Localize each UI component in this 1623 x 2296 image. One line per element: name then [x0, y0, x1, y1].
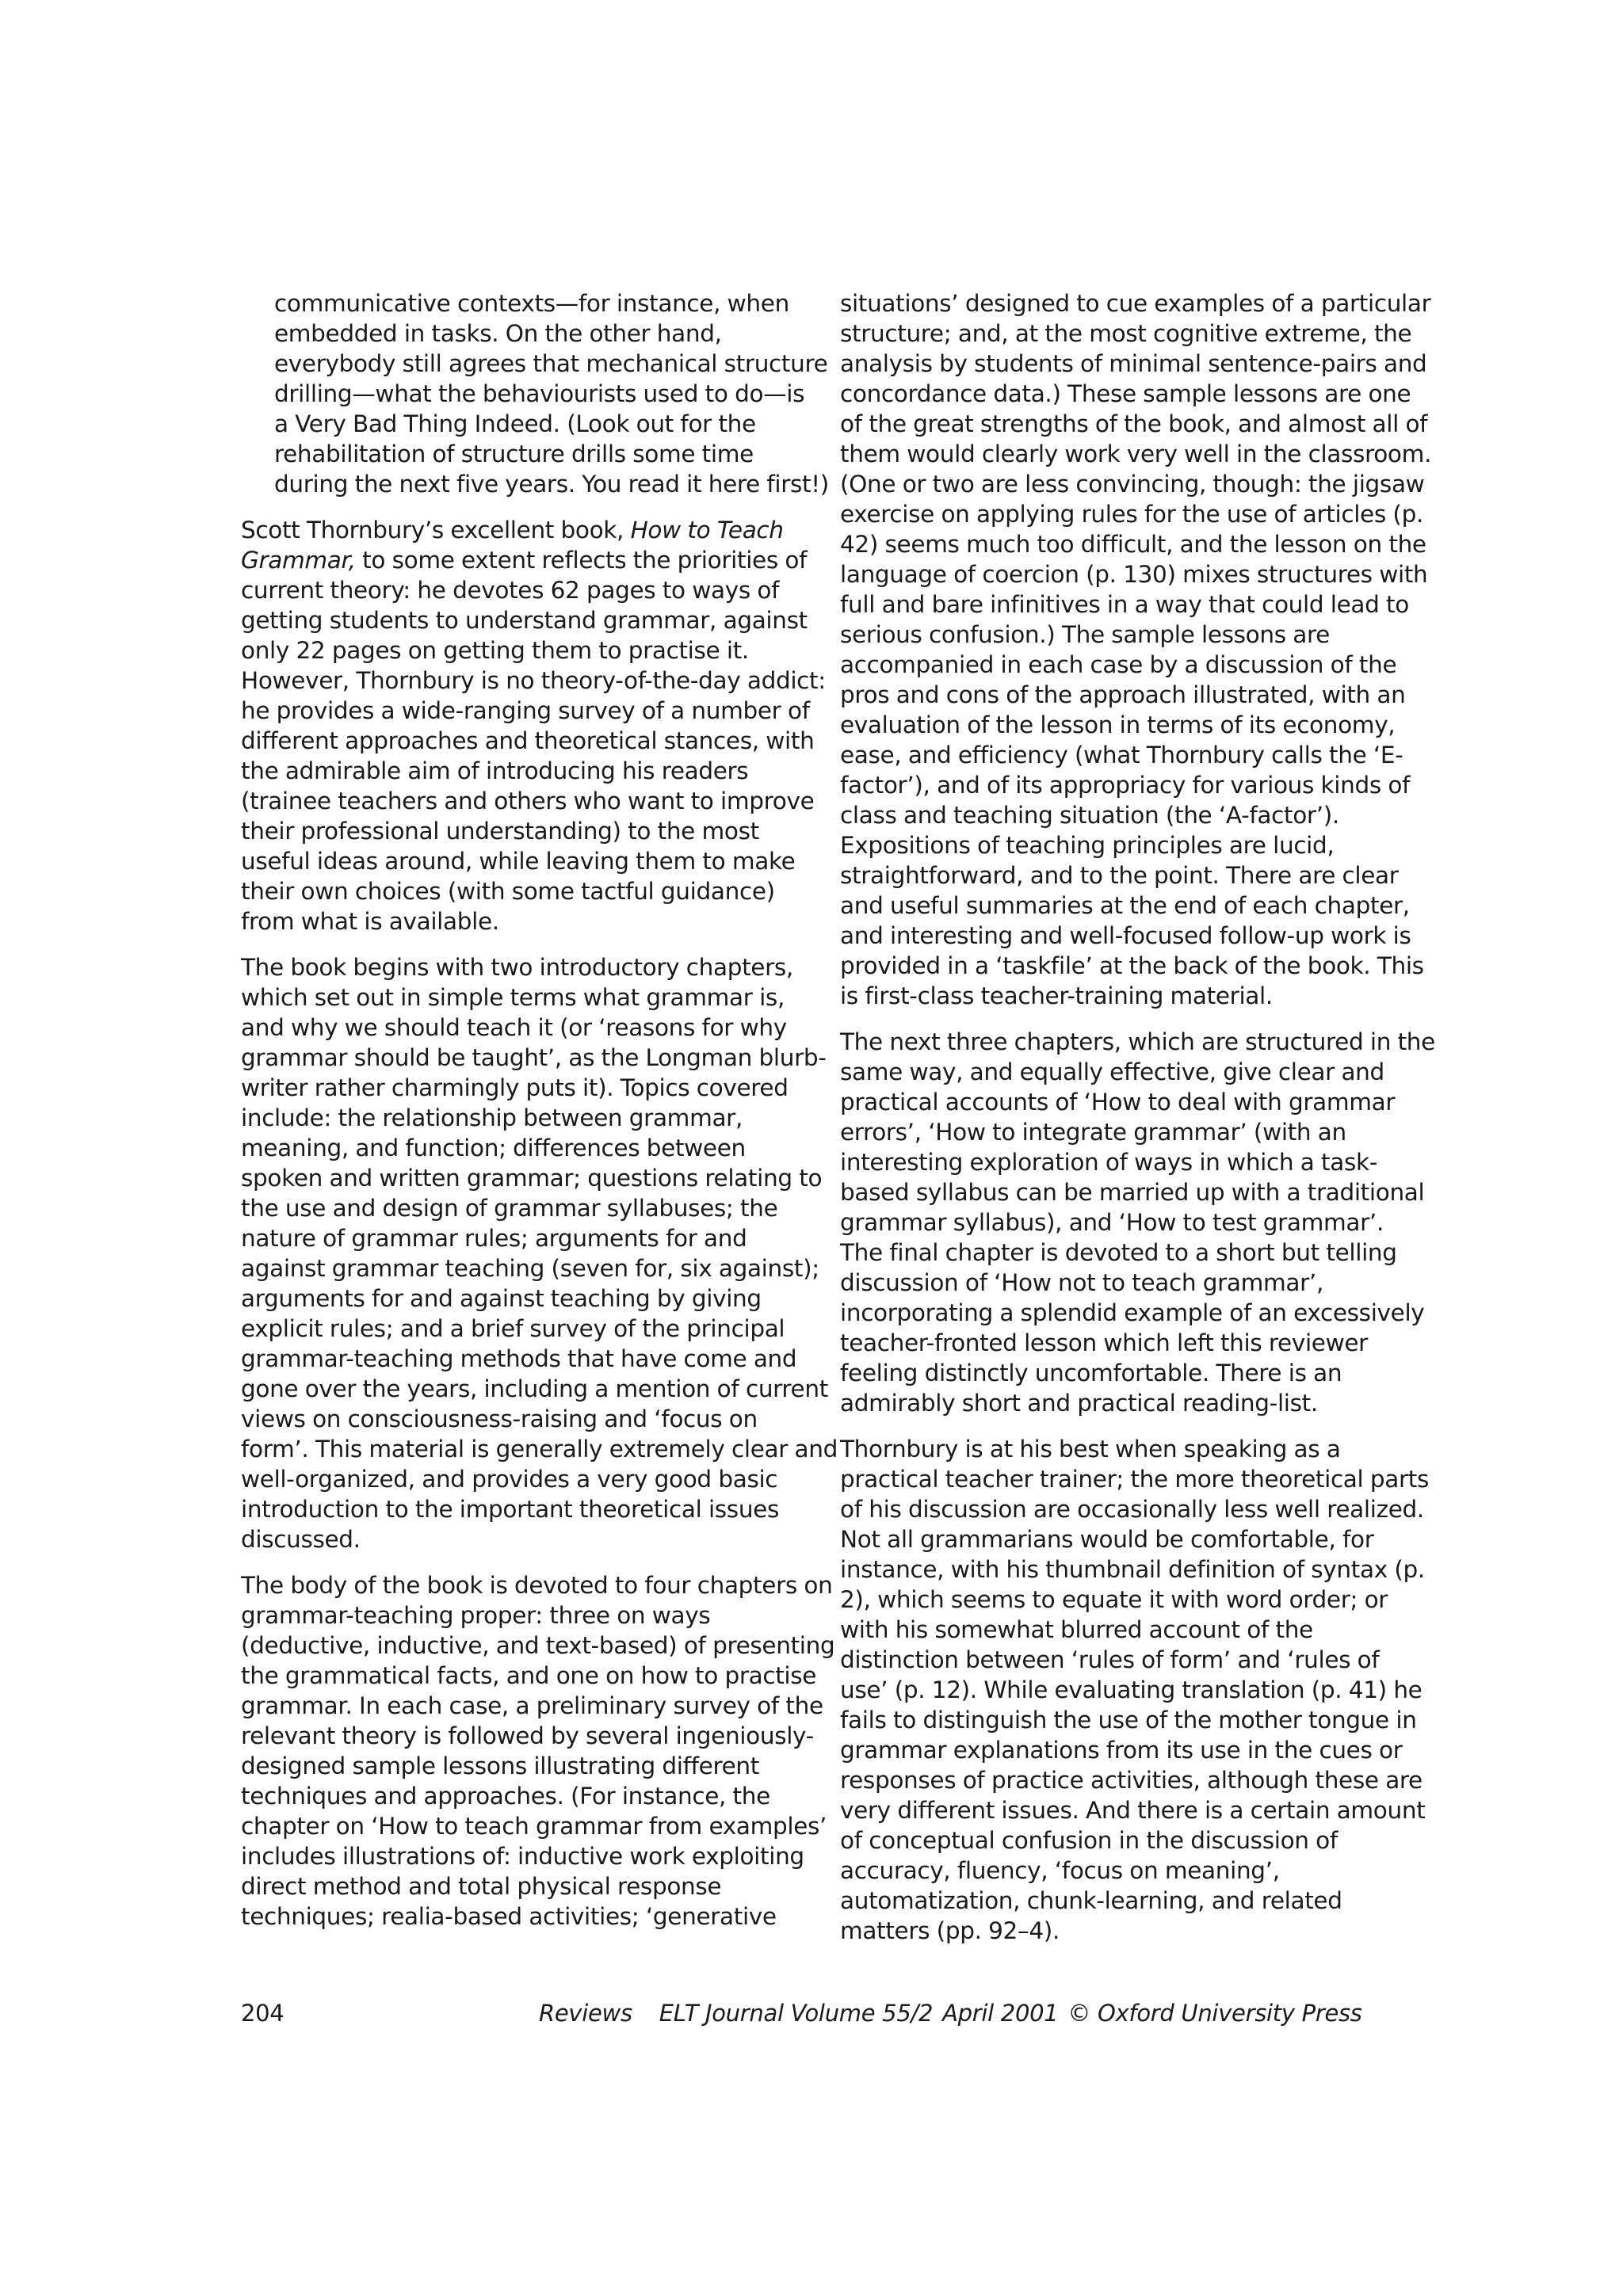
text-line: well-organized, and provides a very good basic [241, 1466, 778, 1493]
text-line: different approaches and theoretical stances, with [241, 727, 815, 754]
text-line [241, 545, 808, 575]
text-line: (One or two are less convincing, though: the jigsaw [840, 471, 1425, 498]
text-line: drilling—what the behaviourists used to do—is [274, 380, 805, 407]
text-line: Thornbury is at his best when speaking as a [840, 1436, 1341, 1463]
text-line: introduction to the important theoretical issues [241, 1496, 779, 1523]
text-line: provided in a ‘taskfile’ at the back of the book. This [840, 952, 1424, 979]
text-line: their professional understanding) to the most [241, 818, 759, 845]
text-line: the use and design of grammar syllabuses; the [241, 1195, 778, 1222]
text-line: The body of the book is devoted to four chapters on [241, 1572, 833, 1599]
text-run: Scott Thornbury’s excellent book, [241, 517, 631, 543]
text-line: (deductive, inductive, and text-based) of presenting [241, 1632, 835, 1659]
text-line: designed sample lessons illustrating different [241, 1753, 759, 1779]
paragraph-next-chapters [840, 1027, 1435, 1418]
text-line: accompanied in each case by a discussion of the [840, 651, 1397, 678]
text-line: feeling distinctly uncomfortable. There is an [840, 1360, 1342, 1386]
text-line [241, 515, 796, 545]
text-line: chapter on ‘How to teach grammar from examples’ [241, 1813, 827, 1840]
text-run: to some extent reflects the priorities of [355, 547, 808, 574]
right-column [840, 288, 1435, 1962]
text-line: relevant theory is followed by several ingeniously- [241, 1722, 814, 1749]
text-line: of the great strengths of the book, and almost all of [840, 410, 1428, 437]
text-line: rehabilitation of structure drills some time [274, 441, 754, 467]
text-line: current theory: he devotes 62 pages to ways of [241, 577, 780, 604]
text-line: views on consciousness-raising and ‘focus on [241, 1405, 758, 1432]
paragraph-critique [840, 1434, 1430, 1946]
text-line: exercise on applying rules for the use of articles (p. [840, 501, 1423, 528]
text-line: The final chapter is devoted to a short but telling [840, 1239, 1397, 1266]
text-line: ease, and efficiency (what Thornbury calls the ‘E- [840, 742, 1403, 769]
text-line: fails to distinguish the use of the mother tongue in [840, 1707, 1417, 1733]
text-line: a Very Bad Thing Indeed. (Look out for the [274, 410, 756, 437]
text-line: (trainee teachers and others who want to improve [241, 788, 815, 814]
text-line: of conceptual confusion in the discussion of [840, 1827, 1338, 1854]
text-line: Not all grammarians would be comfortable, for [840, 1526, 1374, 1553]
text-line: writer rather charmingly puts it). Topics covered [241, 1074, 789, 1101]
paragraph-introductory-chapters [241, 952, 838, 1554]
text-line: of his discussion are occasionally less well realized. [840, 1496, 1424, 1523]
text-line: arguments for and against teaching by giving [241, 1285, 762, 1312]
text-line: situations’ designed to cue examples of a particular [840, 290, 1431, 317]
text-line: language of coercion (p. 130) mixes structures with [840, 561, 1428, 588]
text-line: grammar. In each case, a preliminary survey of the [241, 1692, 823, 1719]
book-title: How to Teach [630, 517, 784, 543]
text-line: include: the relationship between grammar, [241, 1104, 743, 1131]
text-line: spoken and written grammar; questions relating to [241, 1165, 823, 1192]
book-title: Grammar, [241, 547, 356, 574]
text-line: However, Thornbury is no theory-of-the-day addict: [241, 667, 826, 694]
left-column [241, 288, 838, 1947]
text-line: includes illustrations of: inductive work exploiting [241, 1843, 804, 1870]
text-line: serious confusion.) The sample lessons are [840, 621, 1330, 648]
text-line: based syllabus can be married up with a traditional [840, 1179, 1425, 1206]
text-line: 42) seems much too difficult, and the lesson on the [840, 531, 1426, 558]
text-line: techniques; realia-based activities; ‘generative [241, 1903, 777, 1930]
text-line: with his somewhat blurred account of the [840, 1616, 1313, 1643]
text-line: them would clearly work very well in the classroom. [840, 441, 1432, 467]
text-line: interesting exploration of ways in which a task- [840, 1149, 1378, 1176]
page-number: 204 [241, 2000, 285, 2027]
text-line: Expositions of teaching principles are lucid, [840, 832, 1335, 859]
text-line: during the next five years. You read it here first!) [274, 471, 829, 498]
text-line: pros and cons of the approach illustrated, with an [840, 681, 1406, 708]
text-line: direct method and total physical response [241, 1873, 722, 1900]
text-line: class and teaching situation (the ‘A-factor’). [840, 802, 1339, 829]
text-line: use’ (p. 12). While evaluating translation (p. 41) he [840, 1676, 1423, 1703]
text-line: getting students to understand grammar, against [241, 607, 808, 634]
text-line: only 22 pages on getting them to practise it. [241, 637, 749, 664]
text-line: teacher-fronted lesson which left this reviewer [840, 1329, 1368, 1356]
text-line: communicative contexts—for instance, when [274, 290, 789, 317]
text-line: the grammatical facts, and one on how to practise [241, 1662, 817, 1689]
text-line: concordance data.) These sample lessons are one [840, 380, 1411, 407]
text-line: and why we should teach it (or ‘reasons for why [241, 1014, 787, 1041]
indented-quote-paragraph [274, 288, 829, 499]
text-line: and interesting and well-focused follow-up work is [840, 922, 1411, 949]
text-line: form’. This material is generally extremely clear and [241, 1436, 838, 1463]
text-line: straightforward, and to the point. There are clear [840, 862, 1399, 889]
paragraph-book-intro [241, 515, 826, 936]
text-line: is first-class teacher-training material. [840, 982, 1273, 1009]
text-line: responses of practice activities, although these are [840, 1767, 1423, 1794]
text-line: from what is available. [241, 908, 499, 935]
text-line: automatization, chunk-learning, and related [840, 1887, 1342, 1914]
paragraph-sample-lessons [840, 288, 1432, 1011]
text-line: nature of grammar rules; arguments for and [241, 1225, 747, 1252]
text-line: The next three chapters, which are structured in the [840, 1028, 1435, 1055]
text-line: very different issues. And there is a certain amount [840, 1797, 1426, 1824]
text-line: admirably short and practical reading-list. [840, 1390, 1318, 1417]
text-line: practical teacher trainer; the more theoretical parts [840, 1466, 1430, 1493]
text-line: gone over the years, including a mention of current [241, 1375, 828, 1402]
footer-journal-title: ELT Journal Volume 55/2 [659, 2000, 934, 2027]
paragraph-body-chapters [241, 1570, 835, 1932]
text-line: same way, and equally effective, give clear and [840, 1058, 1384, 1085]
text-line: distinction between ‘rules of form’ and ‘rules of [840, 1646, 1380, 1673]
text-line: useful ideas around, while leaving them to make [241, 848, 796, 875]
text-line: discussion of ‘How not to teach grammar’, [840, 1269, 1323, 1296]
text-line: the admirable aim of introducing his readers [241, 757, 749, 784]
text-line: instance, with his thumbnail definition of syntax (p. [840, 1556, 1425, 1583]
text-line: grammar-teaching proper: three on ways [241, 1602, 711, 1629]
text-line: The book begins with two introductory chapters, [241, 954, 793, 981]
running-footer [539, 1998, 1362, 2028]
text-line: which set out in simple terms what grammar is, [241, 984, 785, 1011]
text-line: incorporating a splendid example of an excessively [840, 1299, 1425, 1326]
text-line: factor’), and of its appropriacy for various kinds of [840, 772, 1411, 799]
text-line: errors’, ‘How to integrate grammar’ (with an [840, 1119, 1346, 1146]
text-line: techniques and approaches. (For instance, the [241, 1783, 770, 1810]
text-line: accuracy, fluency, ‘focus on meaning’, [840, 1857, 1280, 1884]
text-line: evaluation of the lesson in terms of its economy, [840, 711, 1396, 738]
text-line: their own choices (with some tactful guidance) [241, 878, 775, 905]
text-line: grammar syllabus), and ‘How to test grammar’. [840, 1209, 1384, 1236]
text-line: grammar should be taught’, as the Longman blurb- [241, 1044, 827, 1071]
text-line: embedded in tasks. On the other hand, [274, 320, 722, 347]
text-line: he provides a wide-ranging survey of a number of [241, 697, 810, 724]
text-line: grammar explanations from its use in the cues or [840, 1737, 1403, 1764]
text-line: analysis by students of minimal sentence-pairs and [840, 350, 1427, 377]
footer-date: April 2001 [942, 2000, 1059, 2027]
text-line: full and bare infinitives in a way that could lead to [840, 591, 1409, 618]
text-line: meaning, and function; differences between [241, 1135, 746, 1161]
text-line: grammar-teaching methods that have come and [241, 1345, 797, 1372]
text-line: discussed. [241, 1526, 361, 1553]
text-line: against grammar teaching (seven for, six against); [241, 1255, 819, 1282]
text-line: structure; and, at the most cognitive extreme, the [840, 320, 1412, 347]
text-line: explicit rules; and a brief survey of the principal [241, 1315, 785, 1342]
text-line: practical accounts of ‘How to deal with grammar [840, 1089, 1396, 1116]
text-line: 2), which seems to equate it with word order; or [840, 1586, 1388, 1613]
footer-section: Reviews [539, 2000, 632, 2027]
text-line: everybody still agrees that mechanical structure [274, 350, 828, 377]
text-line: matters (pp. 92–4). [840, 1917, 1060, 1944]
footer-publisher: © Oxford University Press [1067, 2000, 1362, 2027]
text-line: and useful summaries at the end of each chapter, [840, 892, 1410, 919]
